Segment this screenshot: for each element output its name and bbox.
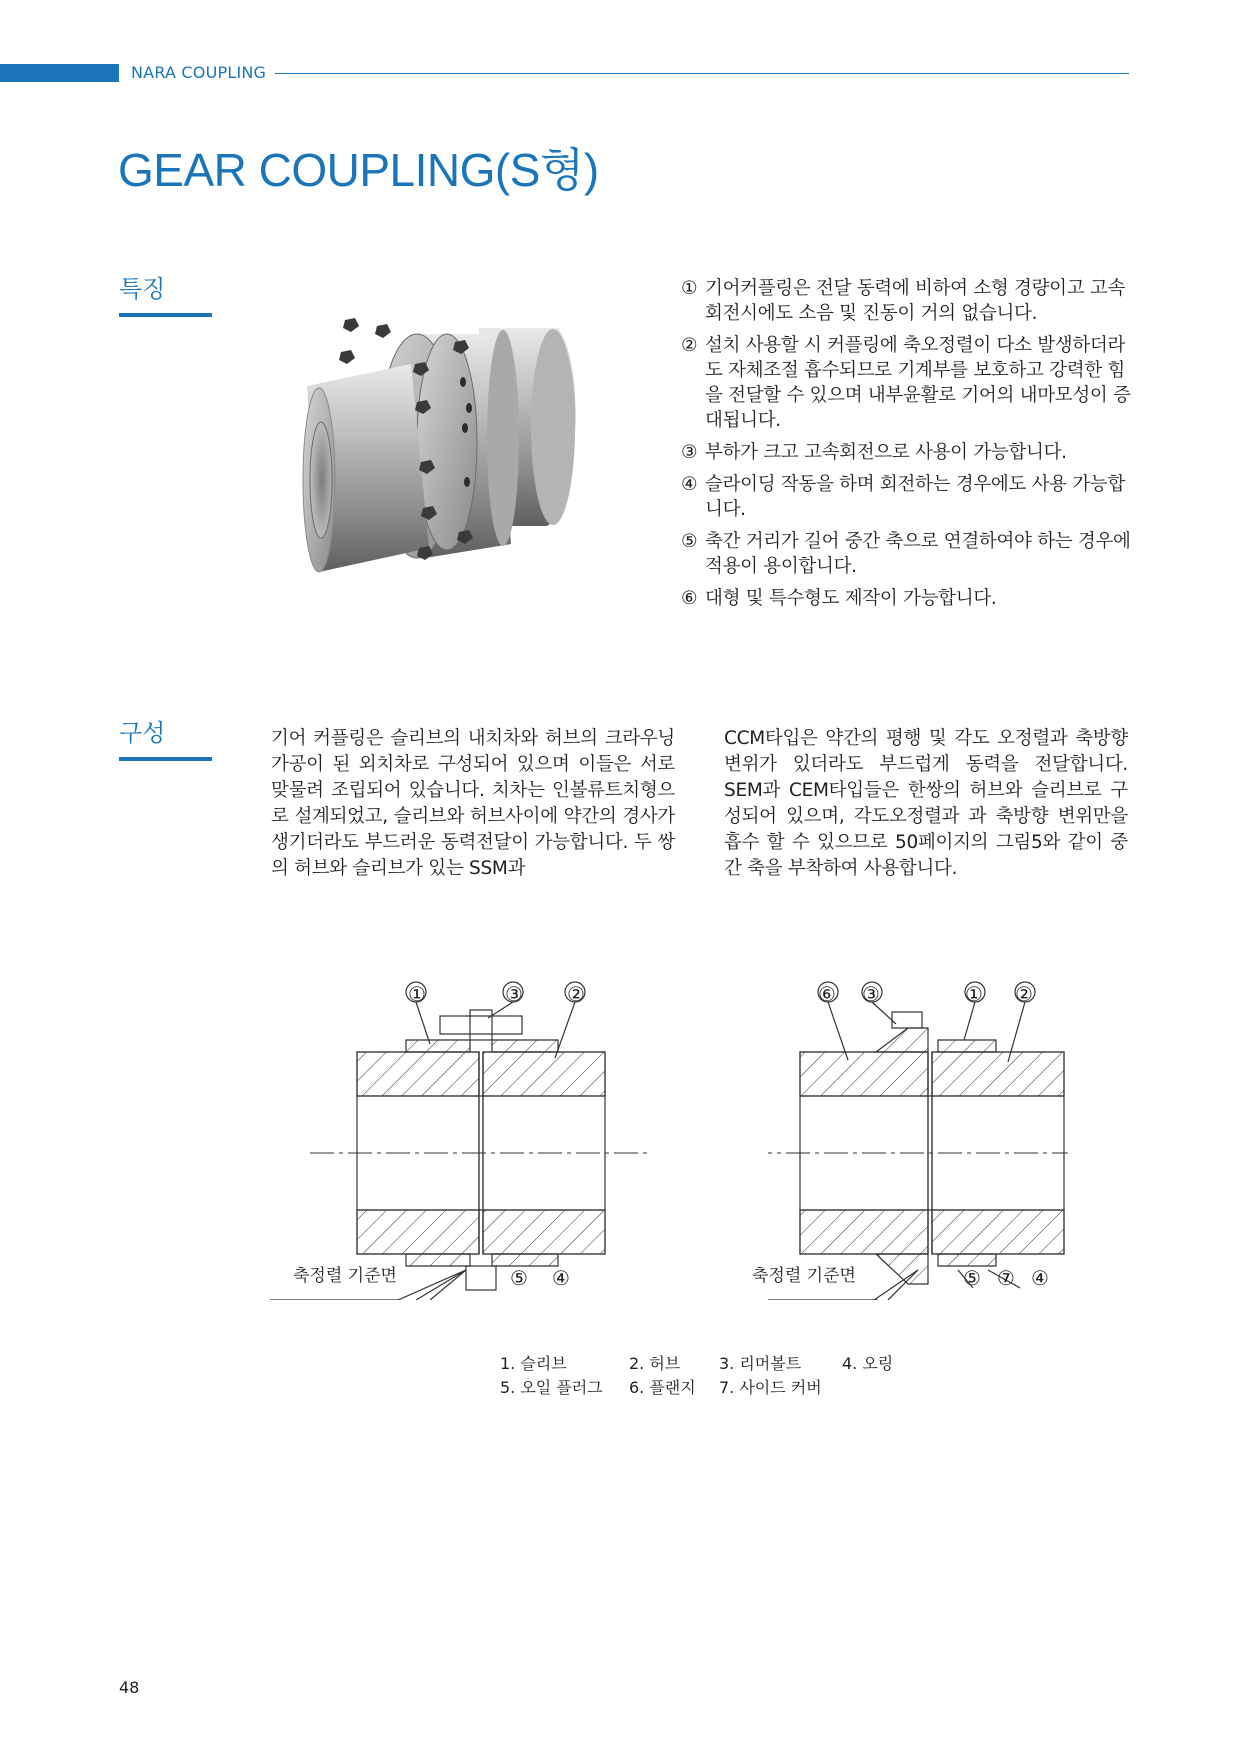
feature-text: 기어커플링은 전달 동력에 비하여 소형 경량이고 고속 회전시에도 소음 및 진동이 거의 없습니다. xyxy=(705,278,1126,324)
feature-text: 대형 및 특수형도 제작이 가능합니다. xyxy=(705,588,997,609)
feature-item xyxy=(681,586,1131,611)
legend-item: 1. 슬리브 xyxy=(500,1354,567,1373)
legend-item: 4. 오링 xyxy=(842,1354,894,1373)
structure-heading-underline xyxy=(119,757,212,761)
callout-label: ④ xyxy=(1031,1266,1049,1290)
callout-label: ① xyxy=(408,982,426,1006)
feature-text: 부하가 크고 고속회전으로 사용이 가능합니다. xyxy=(705,442,1067,463)
features-heading-underline xyxy=(119,313,212,317)
reference-plane-label: 축정렬 기준면 xyxy=(752,1266,856,1286)
feature-number: ① xyxy=(681,278,698,299)
callout-label: ④ xyxy=(552,1266,570,1290)
reference-plane-label: 축정렬 기준면 xyxy=(293,1266,397,1286)
header-brand: NARA COUPLING xyxy=(131,63,267,82)
feature-number: ⑤ xyxy=(681,531,698,552)
features-list xyxy=(681,276,1131,618)
callout-label: ⑦ xyxy=(997,1266,1015,1290)
callout-label: ⑤ xyxy=(510,1266,528,1290)
page-title: GEAR COUPLING(S형) xyxy=(118,144,599,196)
feature-text: 축간 거리가 길어 중간 축으로 연결하여야 하는 경우에 적용이 용이합니다. xyxy=(705,531,1131,577)
header-rule xyxy=(275,73,1129,74)
header-accent-bar xyxy=(0,64,119,82)
legend-item: 5. 오일 플러그 xyxy=(500,1378,603,1397)
structure-paragraph-right: CCM타입은 약간의 평행 및 각도 오정렬과 축방향 변위가 있더라도 부드럽게 동력을 전달합니다. SEM과 CEM타입들은 한쌍의 허브와 슬리브로 구성되어 있으며, 각도오정렬과 과 축방향 변위만을 흡수 할 수 있으므로 50페이지의 그림5와 같이 중간 축을 부착하여 사용합니다. xyxy=(724,728,1128,879)
feature-item xyxy=(681,529,1131,579)
callout-label: ② xyxy=(567,982,585,1006)
feature-text: 슬라이딩 작동을 하며 회전하는 경우에도 사용 가능합니다. xyxy=(705,474,1126,520)
feature-item xyxy=(681,472,1131,522)
feature-text: 설치 사용할 시 커플링에 축오정렬이 다소 발생하더라도 자체조절 흡수되므로 기계부를 보호하고 강력한 힘을 전달할 수 있으며 내부윤활로 기어의 내마모성이 증대됩니다. xyxy=(705,335,1131,431)
callout-label: ① xyxy=(965,982,983,1006)
feature-item xyxy=(681,276,1131,326)
callout-label: ② xyxy=(1015,982,1033,1006)
structure-heading: 구성 xyxy=(119,719,166,747)
feature-number: ⑥ xyxy=(681,588,698,609)
se-type-section-drawing xyxy=(768,970,1238,1300)
feature-number: ④ xyxy=(681,474,698,495)
ss-type-section-drawing xyxy=(270,970,740,1300)
feature-number: ③ xyxy=(681,442,698,463)
feature-number: ② xyxy=(681,335,698,356)
callout-label: ⑤ xyxy=(963,1266,981,1290)
legend-item: 6. 플랜지 xyxy=(629,1378,696,1397)
coupling-photo xyxy=(299,312,599,582)
legend-item: 3. 리머볼트 xyxy=(719,1354,802,1373)
page-number: 48 xyxy=(119,1678,140,1697)
structure-paragraph-left: 기어 커플링은 슬리브의 내치차와 허브의 크라우닝 가공이 된 외치차로 구성되어 있으며 이들은 서로 맞물려 조립되어 있습니다. 치차는 인볼류트치형으로 설계되었고, 슬리브와 허브사이에 약간의 경사가 생기더라도 부드러운 동력전달이 가능합니다. 두 쌍의 허브와 슬리브가 있는 SSM과 xyxy=(271,728,675,879)
callout-label: ③ xyxy=(505,982,523,1006)
callout-label: ⑥ xyxy=(818,982,836,1006)
feature-item xyxy=(681,440,1131,465)
callout-label: ③ xyxy=(862,982,880,1006)
legend-item: 7. 사이드 커버 xyxy=(719,1378,822,1397)
features-heading: 특징 xyxy=(119,275,166,303)
feature-item xyxy=(681,333,1131,433)
legend-item: 2. 허브 xyxy=(629,1354,681,1373)
